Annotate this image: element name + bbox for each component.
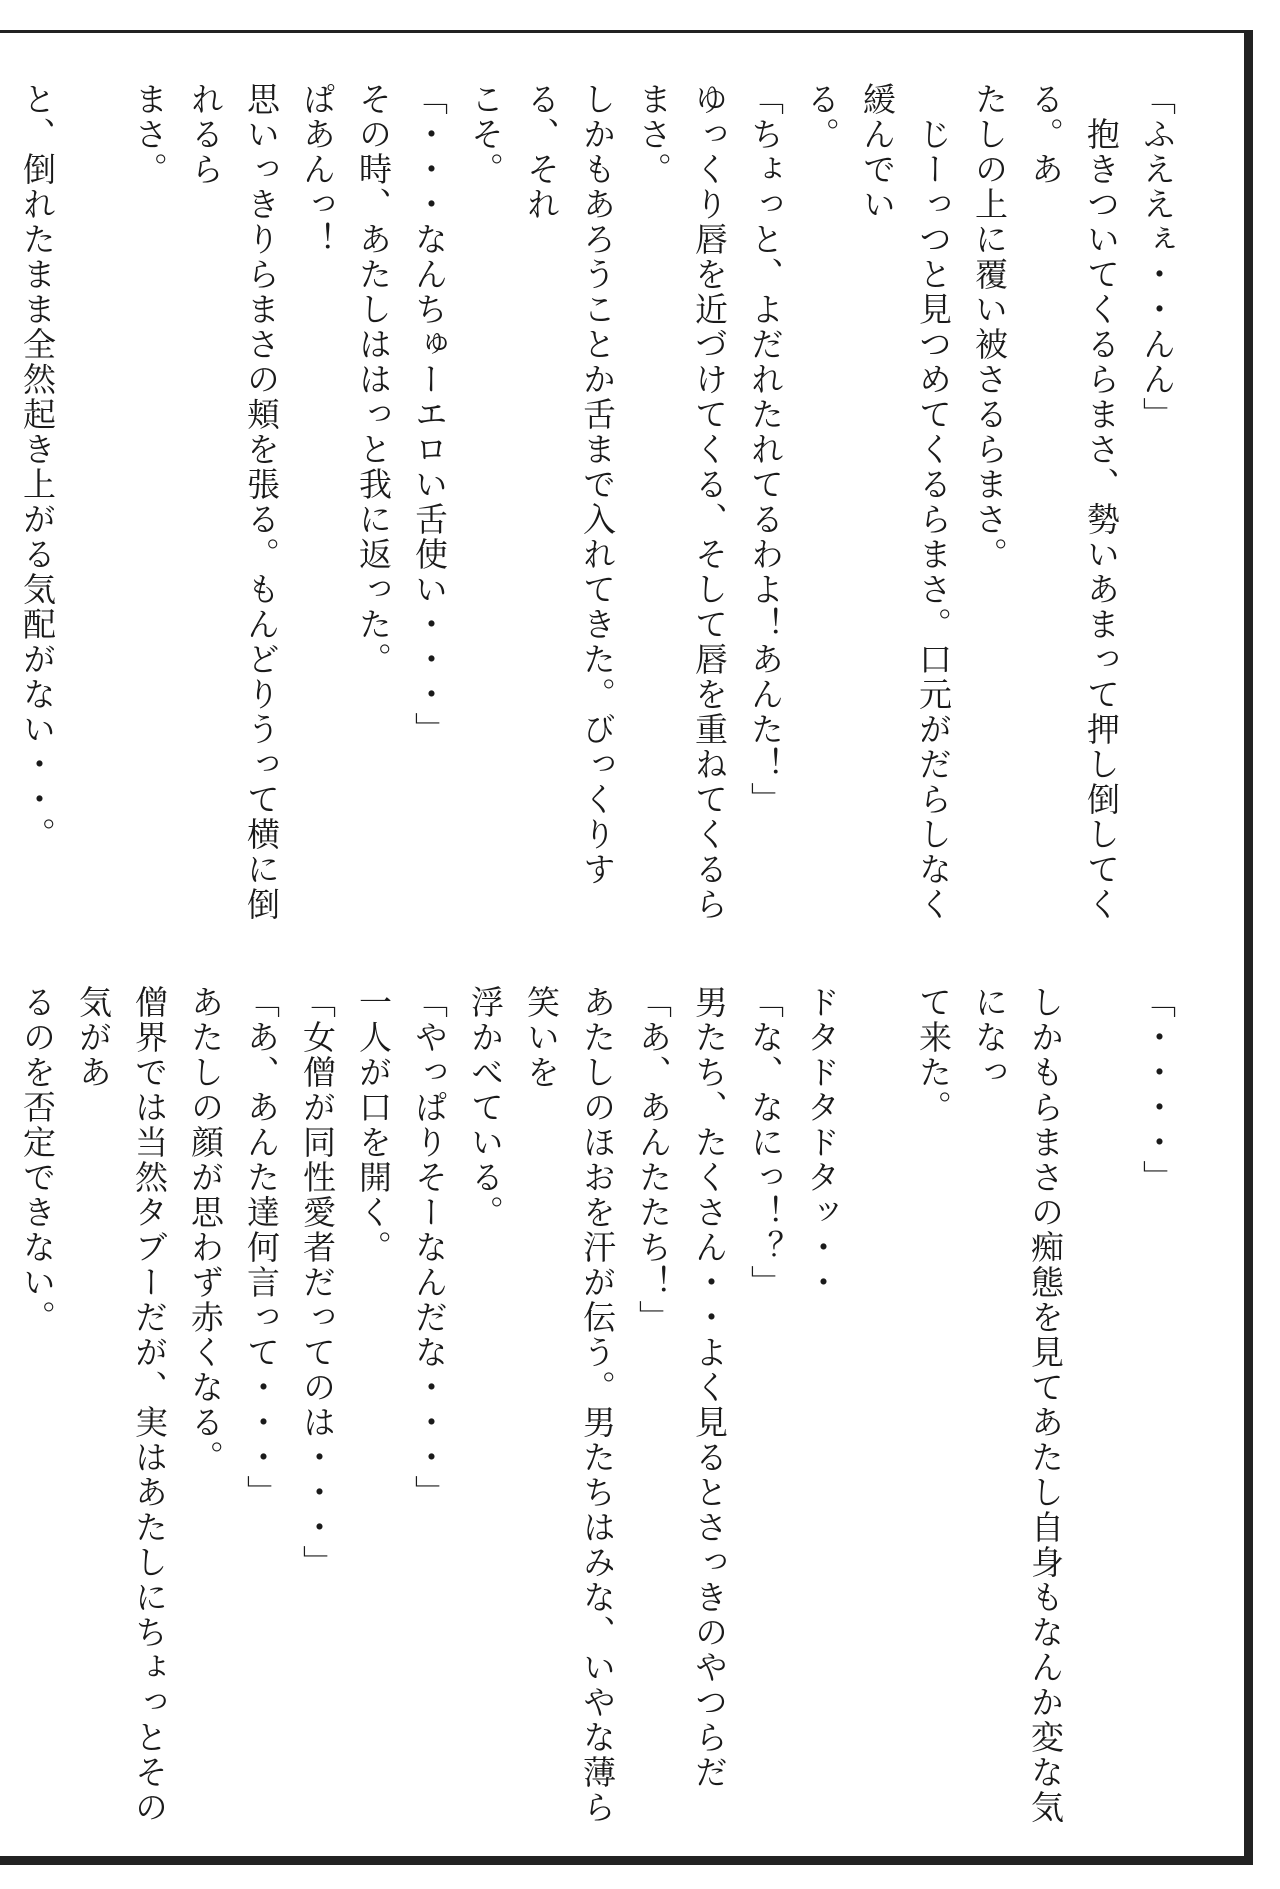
text-line: あたしの顔が思わず赤くなる。	[186, 985, 225, 1475]
bottom-text-section	[0, 985, 1240, 1825]
text-line: 「あ、あんた達何言って・・・」	[242, 985, 281, 1510]
text-line: 一人が口を開く。	[354, 985, 393, 1265]
text-line: 浮かべている。	[466, 985, 505, 1230]
text-line: ゆっくり唇を近づけてくる、そして唇を重ねてくるらまさ。	[634, 82, 729, 922]
text-line: て来た。	[914, 985, 953, 1125]
text-line	[65, 82, 121, 940]
top-text-section	[0, 82, 1240, 940]
text-line: じーっつと見つめてくるらまさ。口元がだらしなく緩んでい	[858, 82, 953, 922]
text-line	[0, 985, 9, 1825]
text-line: 「・・・・」	[1138, 985, 1177, 1195]
top-vertical-text	[0, 82, 1185, 940]
text-line: 「女僧が同性愛者だってのは・・・」	[298, 985, 337, 1580]
text-line: こそ。	[466, 82, 505, 187]
text-line: 「あ、あんたたち！」	[634, 985, 673, 1335]
text-line: しかもらまさの痴態を見てあたし自身もなんか変な気になっ	[970, 985, 1065, 1825]
text-line: 抱きついてくるらまさ、勢いあまって押し倒してくる。あ	[1026, 82, 1121, 922]
text-line: ぱあんっ！	[298, 82, 337, 257]
text-line	[0, 82, 9, 940]
text-line: その時、あたしははっと我に返った。	[354, 82, 393, 677]
text-line: たしの上に覆い被さるらまさ。	[970, 82, 1009, 572]
text-line: 「ちょっと、よだれたれてるわよ！あんた！」	[746, 82, 785, 817]
text-line	[849, 985, 905, 1825]
text-line: と、倒れたまま全然起き上がる気配がない・・。	[18, 82, 57, 852]
text-line: 「・・・なんちゅーエロい舌使い・・・」	[410, 82, 449, 747]
text-line: ドタドタドタッ・・	[802, 985, 841, 1300]
text-line: 僧界では当然タブーだが、実はあたしにちょっとその気があ	[74, 985, 169, 1825]
text-line: 男たち、たくさん・・よく見るとさっきのやつらだ	[690, 985, 729, 1790]
text-line: まさ。	[130, 82, 169, 187]
text-line: 思いっきりらまさの頬を張る。もんどりうって横に倒れるら	[186, 82, 281, 922]
text-line: 「やっぱりそーなんだな・・・」	[410, 985, 449, 1510]
text-line: 「な、なにっ！？」	[746, 985, 785, 1300]
text-line: る。	[802, 82, 841, 152]
text-line: しかもあろうことか舌まで入れてきた。びっくりする、それ	[522, 82, 617, 887]
bottom-vertical-text	[0, 985, 1185, 1825]
text-line	[1073, 985, 1129, 1825]
text-line: あたしのほおを汗が伝う。男たちはみな、いやな薄ら笑いを	[522, 985, 617, 1825]
text-line: るのを否定できない。	[18, 985, 57, 1335]
text-line: 「ふええぇ・・んん」	[1138, 82, 1177, 432]
